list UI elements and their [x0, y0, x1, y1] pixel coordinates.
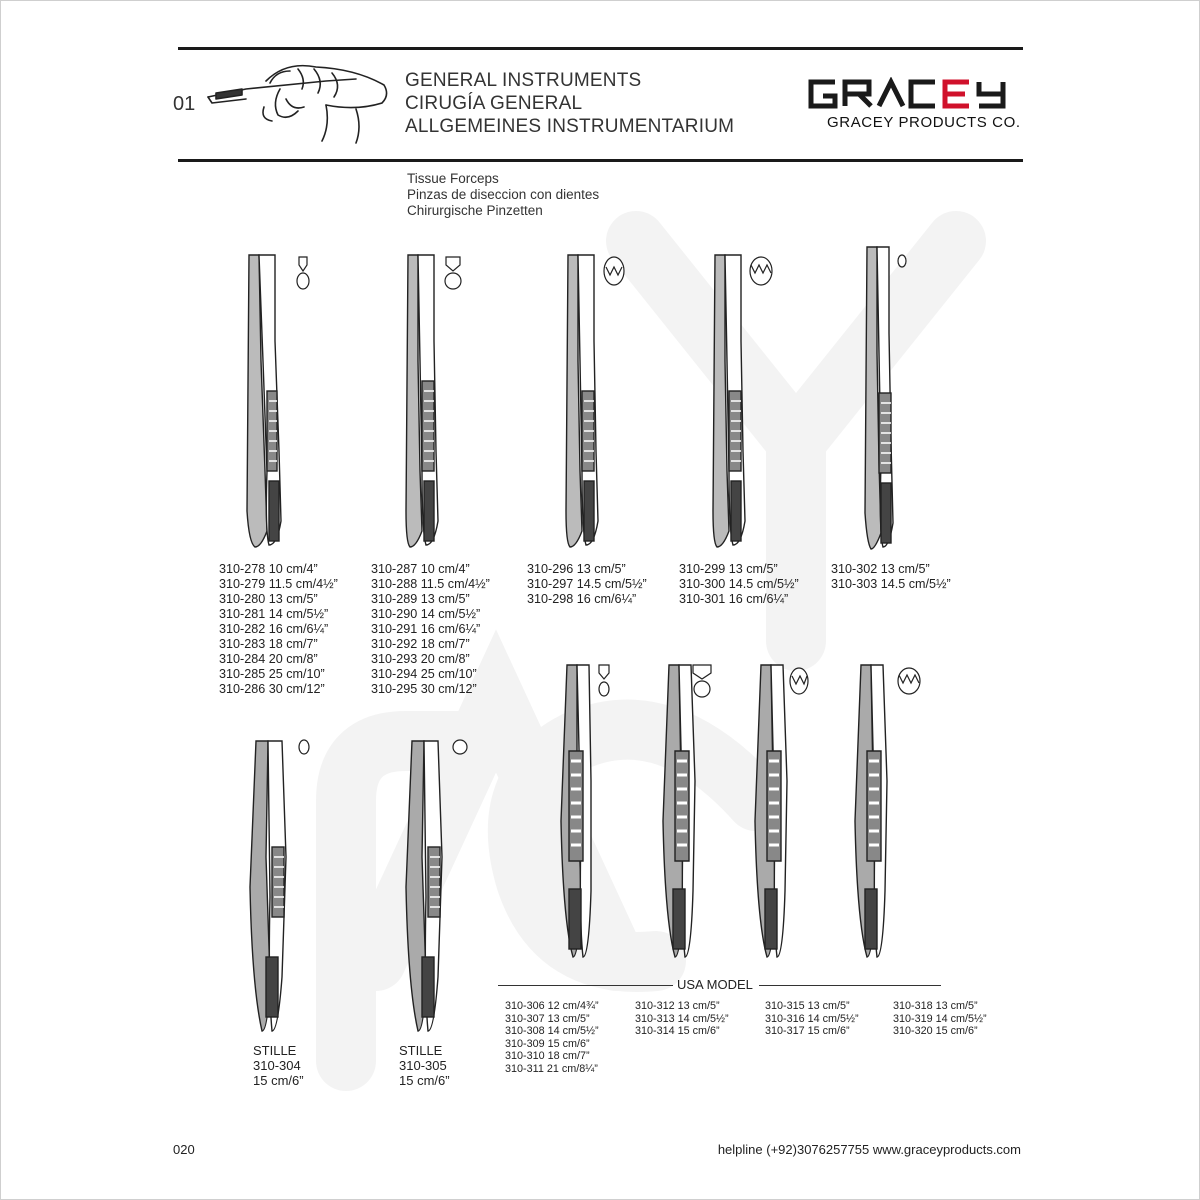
page-number: 020 [173, 1142, 195, 1157]
list-item: 310-312 13 cm/5” [635, 1000, 720, 1012]
list-item: 310-299 13 cm/5” [679, 562, 778, 576]
forceps-icon [398, 737, 478, 1037]
list-item: 310-309 15 cm/6” [505, 1037, 590, 1050]
title-spanish: CIRUGÍA GENERAL [405, 93, 583, 114]
category-spanish: Pinzas de diseccion con dientes [407, 187, 600, 202]
product-list [765, 1000, 859, 1038]
list-item: 310-279 11.5 cm/4½” [219, 577, 338, 591]
stille-size: 15 cm/6” [399, 1073, 450, 1088]
forceps-icon [246, 737, 316, 1037]
product-list [219, 562, 338, 697]
forceps-icon [701, 251, 781, 551]
list-item: 310-283 18 cm/7” [219, 637, 318, 651]
list-item: 310-300 14.5 cm/5½” [679, 577, 799, 591]
list-item: 310-297 14.5 cm/5½” [527, 577, 647, 591]
list-item: 310-302 13 cm/5” [831, 562, 930, 576]
forceps-icon [749, 661, 829, 966]
list-item: 310-314 15 cm/6” [635, 1025, 720, 1037]
product-list [505, 1000, 599, 1075]
brand-logo [805, 77, 1025, 111]
forceps-icon [549, 661, 629, 966]
stille-label [399, 1043, 450, 1088]
product-list [679, 562, 799, 607]
header-rule-top [178, 47, 1023, 50]
hand-scalpel-icon [206, 59, 396, 149]
stille-code: 310-305 [399, 1058, 447, 1073]
header-rule-bottom [178, 159, 1023, 162]
list-item: 310-280 13 cm/5” [219, 592, 318, 606]
list-item: 310-301 16 cm/6¼” [679, 592, 789, 606]
title-german: ALLGEMEINES INSTRUMENTARIUM [405, 116, 735, 137]
forceps-icon [554, 251, 634, 551]
product-list [893, 1000, 987, 1038]
brand-subtitle: GRACEY PRODUCTS CO. [827, 114, 1021, 131]
list-item: 310-318 13 cm/5” [893, 1000, 978, 1012]
forceps-icon [849, 661, 929, 966]
usa-model-label: USA MODEL [677, 977, 753, 992]
list-item: 310-315 13 cm/5” [765, 1000, 850, 1012]
usa-rule-left [498, 985, 673, 986]
category-german: Chirurgische Pinzetten [407, 203, 543, 218]
forceps-icon [653, 661, 733, 966]
stille-name: STILLE [253, 1043, 297, 1058]
usa-rule-right [759, 985, 941, 986]
list-item: 310-287 10 cm/4” [371, 562, 470, 576]
forceps-icon [857, 243, 917, 553]
list-item: 310-306 12 cm/4¾” [505, 1000, 599, 1012]
list-item: 310-294 25 cm/10” [371, 667, 477, 681]
list-item: 310-290 14 cm/5½” [371, 607, 481, 621]
list-item: 310-282 16 cm/6¼” [219, 622, 329, 636]
stille-size: 15 cm/6” [253, 1073, 304, 1088]
list-item: 310-286 30 cm/12” [219, 682, 325, 696]
stille-code: 310-304 [253, 1058, 301, 1073]
list-item: 310-317 15 cm/6” [765, 1025, 850, 1037]
category-english: Tissue Forceps [407, 171, 499, 186]
contact-info: helpline (+92)3076257755 www.graceyproducts.com [717, 1142, 1021, 1157]
forceps-icon [394, 251, 474, 551]
product-list [635, 1000, 729, 1038]
list-item: 310-278 10 cm/4” [219, 562, 318, 576]
list-item: 310-320 15 cm/6” [893, 1025, 978, 1037]
product-list [831, 562, 951, 592]
title-english: GENERAL INSTRUMENTS [405, 70, 642, 91]
product-list [527, 562, 647, 607]
list-item: 310-308 14 cm/5½” [505, 1025, 599, 1037]
list-item: 310-289 13 cm/5” [371, 592, 470, 606]
list-item: 310-311 21 cm/8¼” [505, 1062, 598, 1075]
forceps-icon [241, 251, 321, 551]
stille-label [253, 1043, 304, 1088]
list-item: 310-291 16 cm/6¼” [371, 622, 481, 636]
section-number: 01 [173, 93, 196, 115]
category-names [407, 171, 599, 219]
list-item: 310-285 25 cm/10” [219, 667, 325, 681]
list-item: 310-313 14 cm/5½” [635, 1012, 729, 1025]
list-item: 310-303 14.5 cm/5½” [831, 577, 951, 591]
product-list [371, 562, 490, 697]
list-item: 310-316 14 cm/5½” [765, 1012, 859, 1025]
list-item: 310-284 20 cm/8” [219, 652, 318, 666]
stille-name: STILLE [399, 1043, 443, 1058]
list-item: 310-319 14 cm/5½” [893, 1012, 987, 1025]
list-item: 310-293 20 cm/8” [371, 652, 470, 666]
list-item: 310-296 13 cm/5” [527, 562, 626, 576]
list-item: 310-288 11.5 cm/4½” [371, 577, 490, 591]
list-item: 310-310 18 cm/7” [505, 1050, 590, 1062]
list-item: 310-295 30 cm/12” [371, 682, 477, 696]
section-titles [405, 69, 734, 138]
tooth-tip-icon [297, 257, 309, 289]
list-item: 310-298 16 cm/6¼” [527, 592, 637, 606]
list-item: 310-281 14 cm/5½” [219, 607, 329, 621]
list-item: 310-307 13 cm/5” [505, 1012, 590, 1025]
list-item: 310-292 18 cm/7” [371, 637, 470, 651]
